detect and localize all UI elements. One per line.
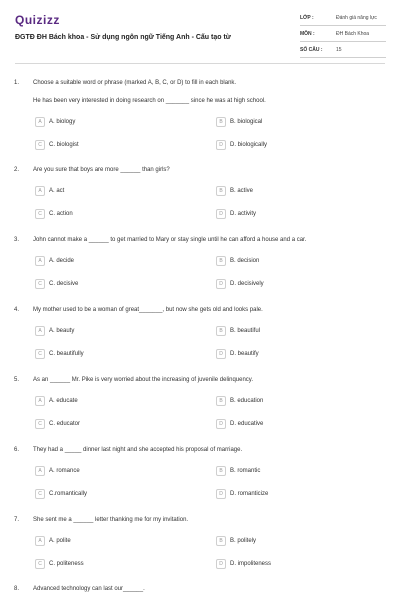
option-text: B. biological <box>230 119 263 125</box>
option-letter: C <box>35 559 45 569</box>
question-number: 3. <box>14 237 20 243</box>
question-number: 7. <box>14 517 20 523</box>
meta-row-subject <box>300 29 386 42</box>
option-text: D. educative <box>230 421 264 427</box>
option-letter: A <box>35 396 45 406</box>
option-letter: D <box>216 489 226 499</box>
worksheet-title: ĐGTĐ ĐH Bách khoa - Sử dụng ngôn ngữ Tiếng Anh - Cấu tạo từ <box>15 34 231 41</box>
option-letter: C <box>35 140 45 150</box>
question-number: 1. <box>14 80 20 86</box>
option-letter: D <box>216 559 226 569</box>
option-letter: B <box>216 396 226 406</box>
option-text: D. impoliteness <box>230 561 272 567</box>
meta-label: LỚP : <box>300 15 314 21</box>
question-text: John cannot make a ______ to get married to Mary or stay single until he can afford a house and a car. <box>33 237 307 243</box>
meta-value: 15 <box>336 47 342 53</box>
option-text: B. politely <box>230 538 257 544</box>
meta-label: SỐ CÂU : <box>300 47 323 53</box>
question-number: 4. <box>14 307 20 313</box>
option-text: B. active <box>230 188 254 194</box>
question-number: 2. <box>14 167 20 173</box>
question-text: They had a _____ dinner last night and she accepted his proposal of marriage. <box>33 447 243 453</box>
option-text: C. beautifully <box>49 351 84 357</box>
meta-label: MÔN : <box>300 31 315 37</box>
option-text: A. polite <box>49 538 71 544</box>
option-letter: B <box>216 326 226 336</box>
option-letter: C <box>35 489 45 499</box>
question-text: She sent me a ______ letter thanking me for my invitation. <box>33 517 189 523</box>
option-letter: A <box>35 466 45 476</box>
option-text: B. decision <box>230 258 260 264</box>
option-text: C. educator <box>49 421 81 427</box>
option-text: C. action <box>49 211 73 217</box>
option-text: B. romantic <box>230 468 261 474</box>
question-text: Advanced technology can last our______. <box>33 586 145 592</box>
meta-value: ĐH Bách Khoa <box>336 31 370 37</box>
option-letter: D <box>216 140 226 150</box>
worksheet-meta <box>300 13 386 61</box>
question-text: He has been very interested in doing research on _______ since he was at high school. <box>33 98 266 104</box>
option-letter: A <box>35 326 45 336</box>
option-text: A. decide <box>49 258 75 264</box>
option-text: D. activity <box>230 211 257 217</box>
option-text: B. education <box>230 398 264 404</box>
option-letter: D <box>216 349 226 359</box>
question-number: 8. <box>14 586 20 592</box>
header-divider <box>15 63 385 64</box>
question-intro: Choose a suitable word or phrase (marked A, B, C, or D) to fill in each blank. <box>33 80 237 86</box>
question-number: 6. <box>14 447 20 453</box>
option-letter: D <box>216 209 226 219</box>
option-text: A. educate <box>49 398 78 404</box>
option-letter: B <box>216 186 226 196</box>
option-letter: A <box>35 536 45 546</box>
option-text: D. beautify <box>230 351 259 357</box>
option-text: C.romantically <box>49 491 88 497</box>
option-text: C. decisive <box>49 281 79 287</box>
option-letter: C <box>35 419 45 429</box>
option-text: B. beautiful <box>230 328 261 334</box>
question-text: Are you sure that boys are more ______ than girls? <box>33 167 170 173</box>
option-text: A. romance <box>49 468 80 474</box>
option-letter: D <box>216 419 226 429</box>
option-text: A. act <box>49 188 65 194</box>
option-text: D. decisively <box>230 281 264 287</box>
option-letter: B <box>216 256 226 266</box>
option-letter: C <box>35 279 45 289</box>
option-letter: A <box>35 256 45 266</box>
option-letter: C <box>35 209 45 219</box>
option-letter: C <box>35 349 45 359</box>
quizizz-logo: Quizizz <box>15 13 60 27</box>
option-text: D. biologically <box>230 142 268 148</box>
option-text: A. beauty <box>49 328 75 334</box>
meta-value: Đánh giá năng lực <box>336 15 377 21</box>
option-letter: D <box>216 279 226 289</box>
option-letter: B <box>216 536 226 546</box>
meta-row-question-count <box>300 45 386 58</box>
option-text: C. biologist <box>49 142 79 148</box>
option-text: A. biology <box>49 119 76 125</box>
option-letter: B <box>216 117 226 127</box>
question-text: My mother used to be a woman of great_______, but now she gets old and looks pale. <box>33 307 263 313</box>
option-letter: A <box>35 117 45 127</box>
question-number: 5. <box>14 377 20 383</box>
option-text: C. politeness <box>49 561 84 567</box>
option-text: D. romanticize <box>230 491 269 497</box>
option-letter: B <box>216 466 226 476</box>
meta-row-class <box>300 13 386 26</box>
option-letter: A <box>35 186 45 196</box>
question-text: As an ______ Mr. Pike is very worried about the increasing of juvenile delinquency. <box>33 377 254 383</box>
